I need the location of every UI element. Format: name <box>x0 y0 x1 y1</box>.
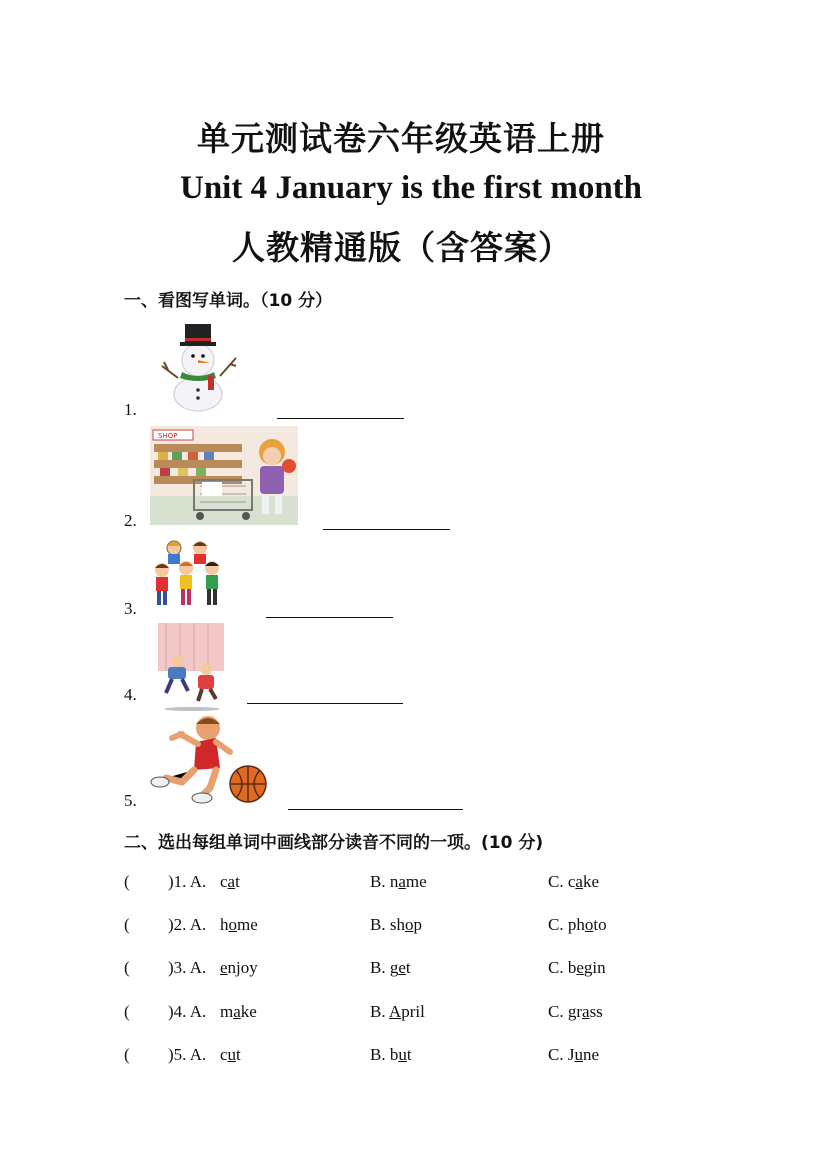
item-2-answer-blank[interactable] <box>323 529 450 530</box>
part2-heading: 二、选出每组单词中画线部分读音不同的一项。(10 分) <box>124 833 544 853</box>
question-row <box>124 872 764 896</box>
option-a: enjoy <box>220 958 258 977</box>
option-b: B. name <box>370 872 427 891</box>
item-3-number: 3. <box>124 599 137 618</box>
question-number: )3. A. <box>168 958 207 977</box>
title-line-3: 人教精通版（含答案） <box>232 228 572 267</box>
question-row <box>124 1045 764 1069</box>
item-3-answer-blank[interactable] <box>266 617 393 618</box>
option-b: B. shop <box>370 915 422 934</box>
question-number: )1. A. <box>168 872 207 891</box>
option-b: B. get <box>370 958 411 977</box>
question-row <box>124 915 764 939</box>
skating-icon <box>158 623 224 711</box>
title-line-2: Unit 4 January is the first month <box>180 170 643 206</box>
title-line-1: 单元测试卷六年级英语上册 <box>197 119 605 158</box>
option-b: B. but <box>370 1045 412 1064</box>
question-row <box>124 1002 764 1026</box>
answer-paren[interactable]: ( <box>124 1002 130 1021</box>
shopping-icon <box>150 426 298 525</box>
shop-sign-text: SHOP <box>158 432 178 440</box>
option-a: make <box>220 1002 257 1021</box>
question-number: )5. A. <box>168 1045 207 1064</box>
item-5-number: 5. <box>124 791 137 810</box>
answer-paren[interactable]: ( <box>124 872 130 891</box>
snowman-icon <box>158 318 240 412</box>
question-number: )2. A. <box>168 915 207 934</box>
item-2-number: 2. <box>124 511 137 530</box>
question-row <box>124 958 764 982</box>
option-a: cat <box>220 872 240 891</box>
part1-heading: 一、看图写单词。（10 分） <box>124 291 333 311</box>
option-c: C. June <box>548 1045 600 1064</box>
option-c: C. begin <box>548 958 606 977</box>
option-c: C. cake <box>548 872 599 891</box>
item-1-number: 1. <box>124 400 137 419</box>
option-c: C. photo <box>548 915 607 934</box>
item-1-answer-blank[interactable] <box>277 418 404 419</box>
answer-paren[interactable]: ( <box>124 958 130 977</box>
item-4-number: 4. <box>124 685 137 704</box>
item-4-answer-blank[interactable] <box>247 703 403 704</box>
option-b: B. April <box>370 1002 425 1021</box>
option-a: cut <box>220 1045 241 1064</box>
question-number: )4. A. <box>168 1002 207 1021</box>
children-group-icon <box>152 538 228 612</box>
answer-paren[interactable]: ( <box>124 915 130 934</box>
item-5-answer-blank[interactable] <box>288 809 463 810</box>
answer-paren[interactable]: ( <box>124 1045 130 1064</box>
basketball-player-icon <box>146 712 270 804</box>
option-c: C. grass <box>548 1002 603 1021</box>
option-a: home <box>220 915 258 934</box>
